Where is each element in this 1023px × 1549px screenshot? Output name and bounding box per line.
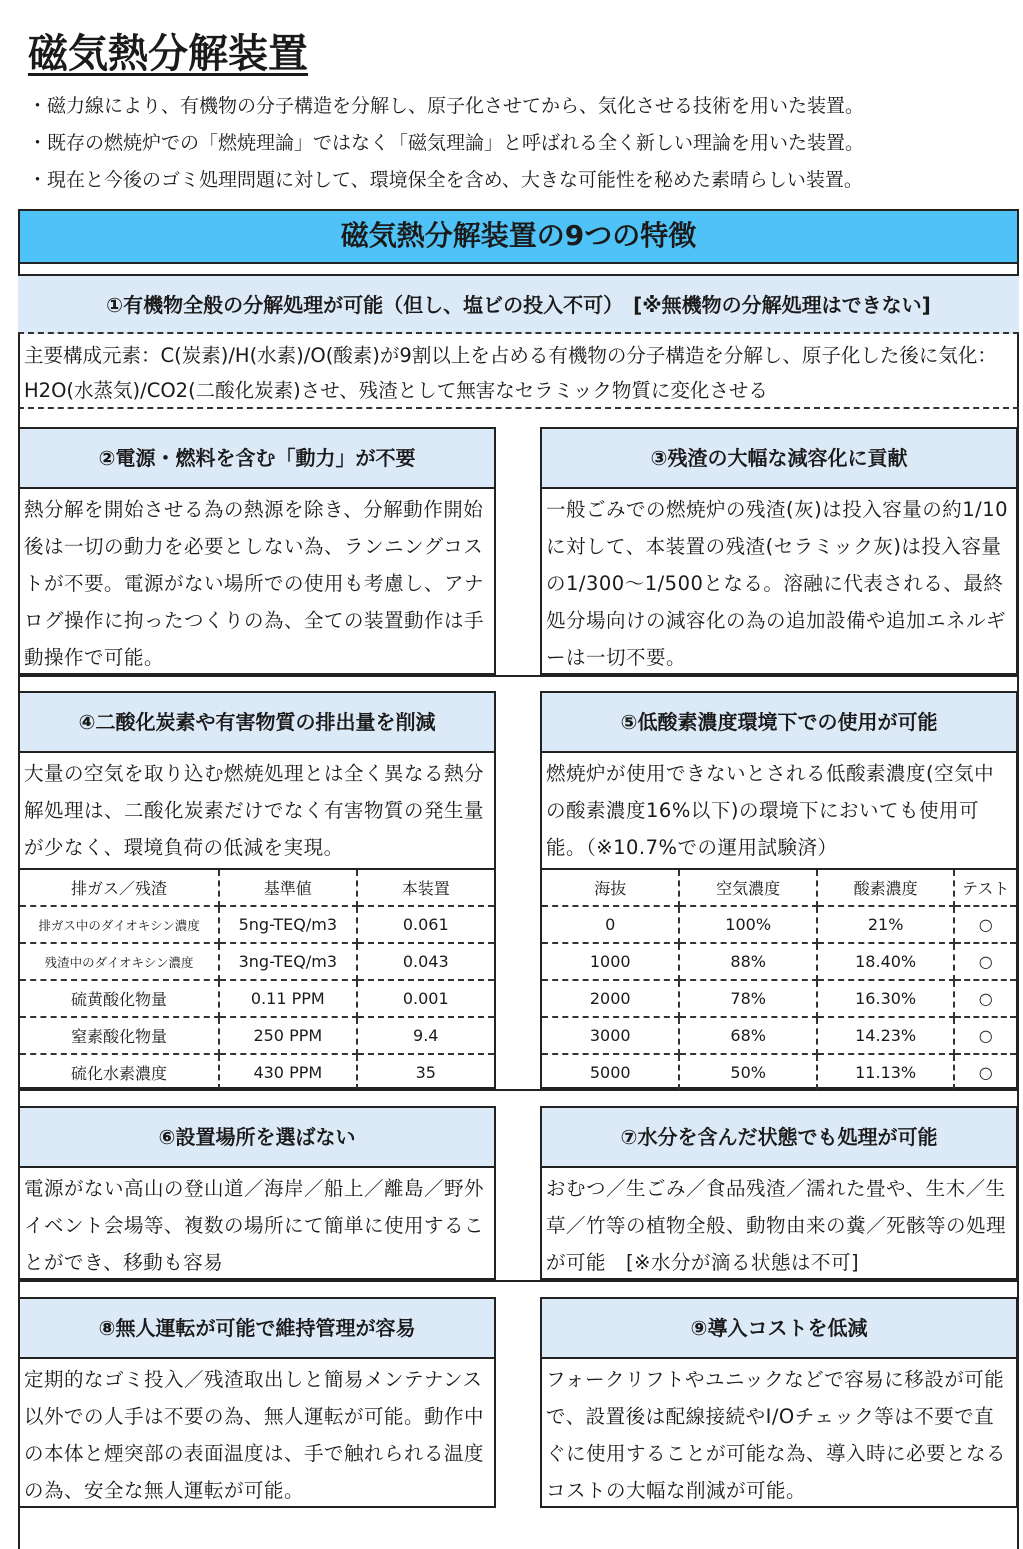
intro-bullet: ・現在と今後のゴミ処理問題に対して、環境保全を含め、大きな可能性を秘めた素晴らしい装置。 bbox=[28, 169, 863, 191]
page-title: 磁気熱分解装置 bbox=[28, 31, 308, 77]
table-header: 本装置 bbox=[357, 869, 494, 906]
table-row bbox=[20, 1054, 494, 1090]
table-header: 排ガス／残渣 bbox=[20, 869, 219, 906]
feature-3-body: 一般ごみでの燃焼炉の残渣(灰)は投入容量の約1/10に対して、本装置の残渣(セラミック灰)は投入容量の1/300～1/500となる。溶融に代表される、最終処分場向けの減容化の為の追加設備や追加エネルギーは一切不要。 bbox=[546, 498, 1009, 669]
table-cell: 硫化水素濃度 bbox=[20, 1054, 219, 1090]
table-cell: 0.043 bbox=[357, 943, 494, 980]
table-cell: 88% bbox=[679, 943, 816, 980]
feature-8-body: 定期的なゴミ投入／残渣取出しと簡易メンテナンス以外での人手は不要の為、無人運転が可能。動作中の本体と煙突部の表面温度は、手で触れられる温度の為、安全な無人運転が可能。 bbox=[24, 1368, 485, 1502]
feature-8-box bbox=[18, 1297, 496, 1508]
feature-5-heading: ⑤低酸素濃度環境下での使用が可能 bbox=[542, 693, 1016, 753]
feature-6-body: 電源がない高山の登山道／海岸／船上／離島／野外イベント会場等、複数の場所にて簡単に使用することができ、移動も容易 bbox=[24, 1177, 485, 1274]
table-cell: 14.23% bbox=[817, 1017, 954, 1054]
feature-4-body: 大量の空気を取り込む燃焼処理とは全く異なる熱分解処理は、二酸化炭素だけでなく有害物質の発生量が少なく、環境負荷の低減を実現。 bbox=[24, 762, 485, 859]
table-cell: 2000 bbox=[542, 980, 679, 1017]
table-cell: 0.061 bbox=[357, 906, 494, 943]
table-row bbox=[20, 943, 494, 980]
table-cell: 11.13% bbox=[817, 1054, 954, 1090]
feature-4-heading: ④二酸化炭素や有害物質の排出量を削減 bbox=[20, 693, 494, 753]
table-cell: 1000 bbox=[542, 943, 679, 980]
table-cell: 18.40% bbox=[817, 943, 954, 980]
table-header: 酸素濃度 bbox=[817, 869, 954, 906]
feature-2-heading: ②電源・燃料を含む「動力」が不要 bbox=[20, 429, 494, 489]
feature-5-box bbox=[540, 691, 1018, 1089]
divider bbox=[18, 675, 1019, 677]
feature-9-heading: ⑨導入コストを低減 bbox=[542, 1299, 1016, 1359]
table-cell: 排ガス中のダイオキシン濃度 bbox=[20, 906, 219, 943]
table-header: 空気濃度 bbox=[679, 869, 816, 906]
table-cell: 9.4 bbox=[357, 1017, 494, 1054]
feature-2-body: 熱分解を開始させる為の熱源を除き、分解動作開始後は一切の動力を必要としない為、ランニングコストが不要。電源がない場所での使用も考慮し、アナログ操作に拘ったつくりの為、全ての装置動作は手動操作で可能。 bbox=[24, 498, 485, 669]
divider bbox=[18, 1280, 1019, 1282]
table-cell: 50% bbox=[679, 1054, 816, 1090]
intro-bullet: ・磁力線により、有機物の分子構造を分解し、原子化させてから、気化させる技術を用いた装置。 bbox=[28, 95, 865, 117]
table-cell: 3ng-TEQ/m3 bbox=[219, 943, 356, 980]
table-row bbox=[542, 1017, 1016, 1054]
table-cell: 430 PPM bbox=[219, 1054, 356, 1090]
feature-2-box bbox=[18, 427, 496, 675]
table-cell: 残渣中のダイオキシン濃度 bbox=[20, 943, 219, 980]
table-cell: 5000 bbox=[542, 1054, 679, 1090]
feature-7-heading: ⑦水分を含んだ状態でも処理が可能 bbox=[542, 1108, 1016, 1168]
table-cell: 16.30% bbox=[817, 980, 954, 1017]
table-row bbox=[20, 1017, 494, 1054]
table-cell: 250 PPM bbox=[219, 1017, 356, 1054]
table-cell: ○ bbox=[954, 906, 1016, 943]
feature-7-body: おむつ／生ごみ／食品残渣／濡れた畳や、生木／生草／竹等の植物全般、動物由来の糞／死骸等の処理が可能 [※水分が滴る状態は不可] bbox=[546, 1177, 1007, 1274]
intro-bullets bbox=[28, 88, 1013, 199]
feature-3-heading: ③残渣の大幅な減容化に貢献 bbox=[542, 429, 1016, 489]
table-header-row bbox=[20, 869, 494, 906]
table-cell: 21% bbox=[817, 906, 954, 943]
divider bbox=[18, 1089, 1019, 1091]
table-cell: 78% bbox=[679, 980, 816, 1017]
feature-9-body: フォークリフトやユニックなどで容易に移設が可能で、設置後は配線接続やI/Oチェック等は不要で直ぐに使用することが可能な為、導入時に必要となるコストの大幅な削減が可能。 bbox=[546, 1368, 1007, 1502]
feature-3-box bbox=[540, 427, 1018, 675]
feature-5-body: 燃焼炉が使用できないとされる低酸素濃度(空気中の酸素濃度16%以下)の環境下においても使用可能。（※10.7%での運用試験済） bbox=[546, 762, 995, 859]
table-cell: ○ bbox=[954, 1017, 1016, 1054]
table-row bbox=[542, 1054, 1016, 1090]
table-row bbox=[542, 906, 1016, 943]
table-cell: 100% bbox=[679, 906, 816, 943]
table-cell: ○ bbox=[978, 1063, 993, 1082]
table-cell: 0 bbox=[542, 906, 679, 943]
feature-4-box bbox=[18, 691, 496, 1089]
features-heading: 磁気熱分解装置の9つの特徴 bbox=[18, 209, 1019, 264]
table-header-row bbox=[542, 869, 1016, 906]
feature-1-heading: ①有機物全般の分解処理が可能（但し、塩ビの投入不可） [※無機物の分解処理はできない] bbox=[18, 274, 1019, 334]
feature-6-box bbox=[18, 1106, 496, 1280]
table-row bbox=[542, 980, 1016, 1017]
table-header: 海抜 bbox=[542, 869, 679, 906]
table-header: テスト bbox=[954, 869, 1016, 906]
intro-bullet: ・既存の燃焼炉での「燃焼理論」ではなく「磁気理論」と呼ばれる全く新しい理論を用いた装置。 bbox=[28, 132, 865, 154]
altitude-table bbox=[542, 868, 1016, 1090]
table-cell: ○ bbox=[954, 943, 1016, 980]
table-cell: ○ bbox=[954, 980, 1016, 1017]
table-header: 基準値 bbox=[219, 869, 356, 906]
feature-8-heading: ⑧無人運転が可能で維持管理が容易 bbox=[20, 1299, 494, 1359]
feature-1-body: 主要構成元素：C(炭素)/H(水素)/O(酸素)が9割以上を占める有機物の分子構造を分解し、原子化した後に気化：H2O(水蒸気)/CO2(二酸化炭素)させ、残渣として無害なセラミック物質に変化させる bbox=[18, 334, 1019, 409]
table-cell: 3000 bbox=[542, 1017, 679, 1054]
emissions-table bbox=[20, 868, 494, 1090]
table-cell: 0.001 bbox=[357, 980, 494, 1017]
table-row bbox=[542, 943, 1016, 980]
table-cell: 窒素酸化物量 bbox=[20, 1017, 219, 1054]
feature-7-box bbox=[540, 1106, 1018, 1280]
feature-9-box bbox=[540, 1297, 1018, 1508]
table-row bbox=[20, 906, 494, 943]
table-cell: 35 bbox=[415, 1063, 436, 1082]
table-row bbox=[20, 980, 494, 1017]
table-cell: 硫黄酸化物量 bbox=[20, 980, 219, 1017]
table-cell: 68% bbox=[679, 1017, 816, 1054]
table-cell: 0.11 PPM bbox=[219, 980, 356, 1017]
feature-6-heading: ⑥設置場所を選ばない bbox=[20, 1108, 494, 1168]
divider bbox=[18, 274, 1019, 276]
table-cell: 5ng-TEQ/m3 bbox=[219, 906, 356, 943]
